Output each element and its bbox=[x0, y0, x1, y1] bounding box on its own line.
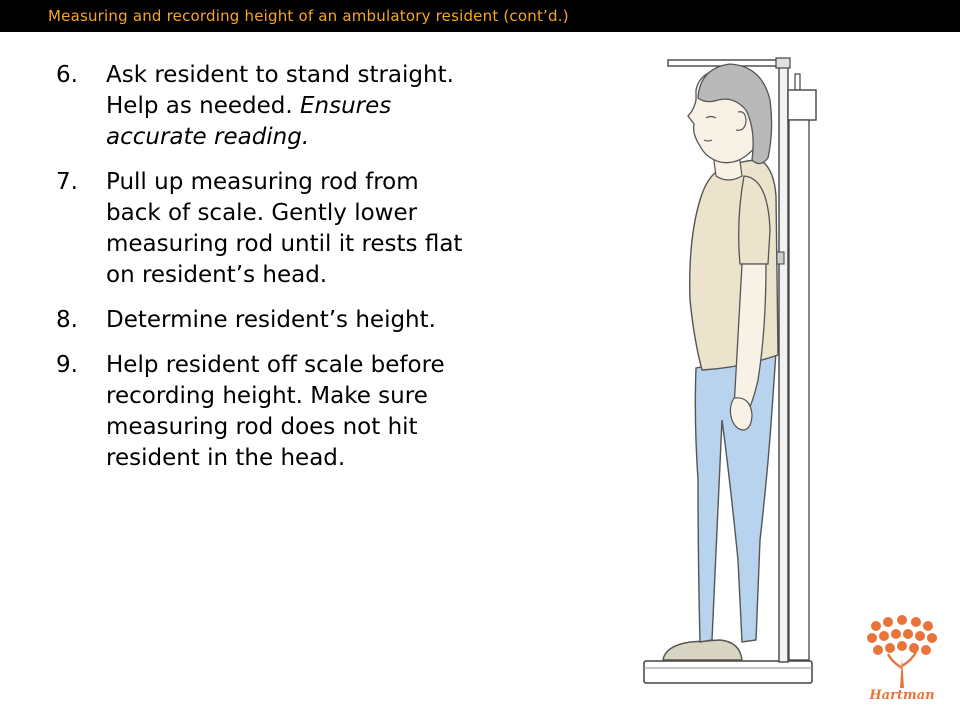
step-number: 7. bbox=[56, 169, 78, 195]
title-bar bbox=[0, 0, 960, 32]
slide-title: Measuring and recording height of an ambulatory resident (cont’d.) bbox=[48, 7, 569, 25]
scale-column bbox=[779, 62, 788, 662]
step-text: Pull up measuring rod from back of scale. Gently lower measuring rod until it rests flat on resident’s head. bbox=[106, 169, 463, 288]
step-list bbox=[56, 60, 476, 488]
hartman-logo bbox=[862, 612, 942, 708]
step-item-7 bbox=[56, 167, 476, 291]
scale-platform bbox=[644, 661, 812, 683]
step-text: Help resident off scale before recording height. Make sure measuring rod does not hit resident in the head. bbox=[106, 352, 445, 471]
step-number: 9. bbox=[56, 352, 78, 378]
step-item-8 bbox=[56, 305, 476, 336]
step-number: 8. bbox=[56, 307, 78, 333]
logo-text: Hartman bbox=[869, 688, 935, 703]
scale-head-box bbox=[788, 90, 816, 120]
tree-hearts-icon bbox=[862, 612, 942, 688]
step-item-9 bbox=[56, 350, 476, 474]
step-number: 6. bbox=[56, 62, 78, 88]
step-text: Determine resident’s height. bbox=[106, 307, 436, 333]
shoes bbox=[663, 640, 742, 660]
resident-on-scale-illustration bbox=[600, 44, 840, 694]
step-note: Ensures accurate reading. bbox=[106, 93, 392, 150]
step-text: Ask resident to stand straight. Help as needed. bbox=[106, 62, 454, 119]
step-item-6 bbox=[56, 60, 476, 153]
